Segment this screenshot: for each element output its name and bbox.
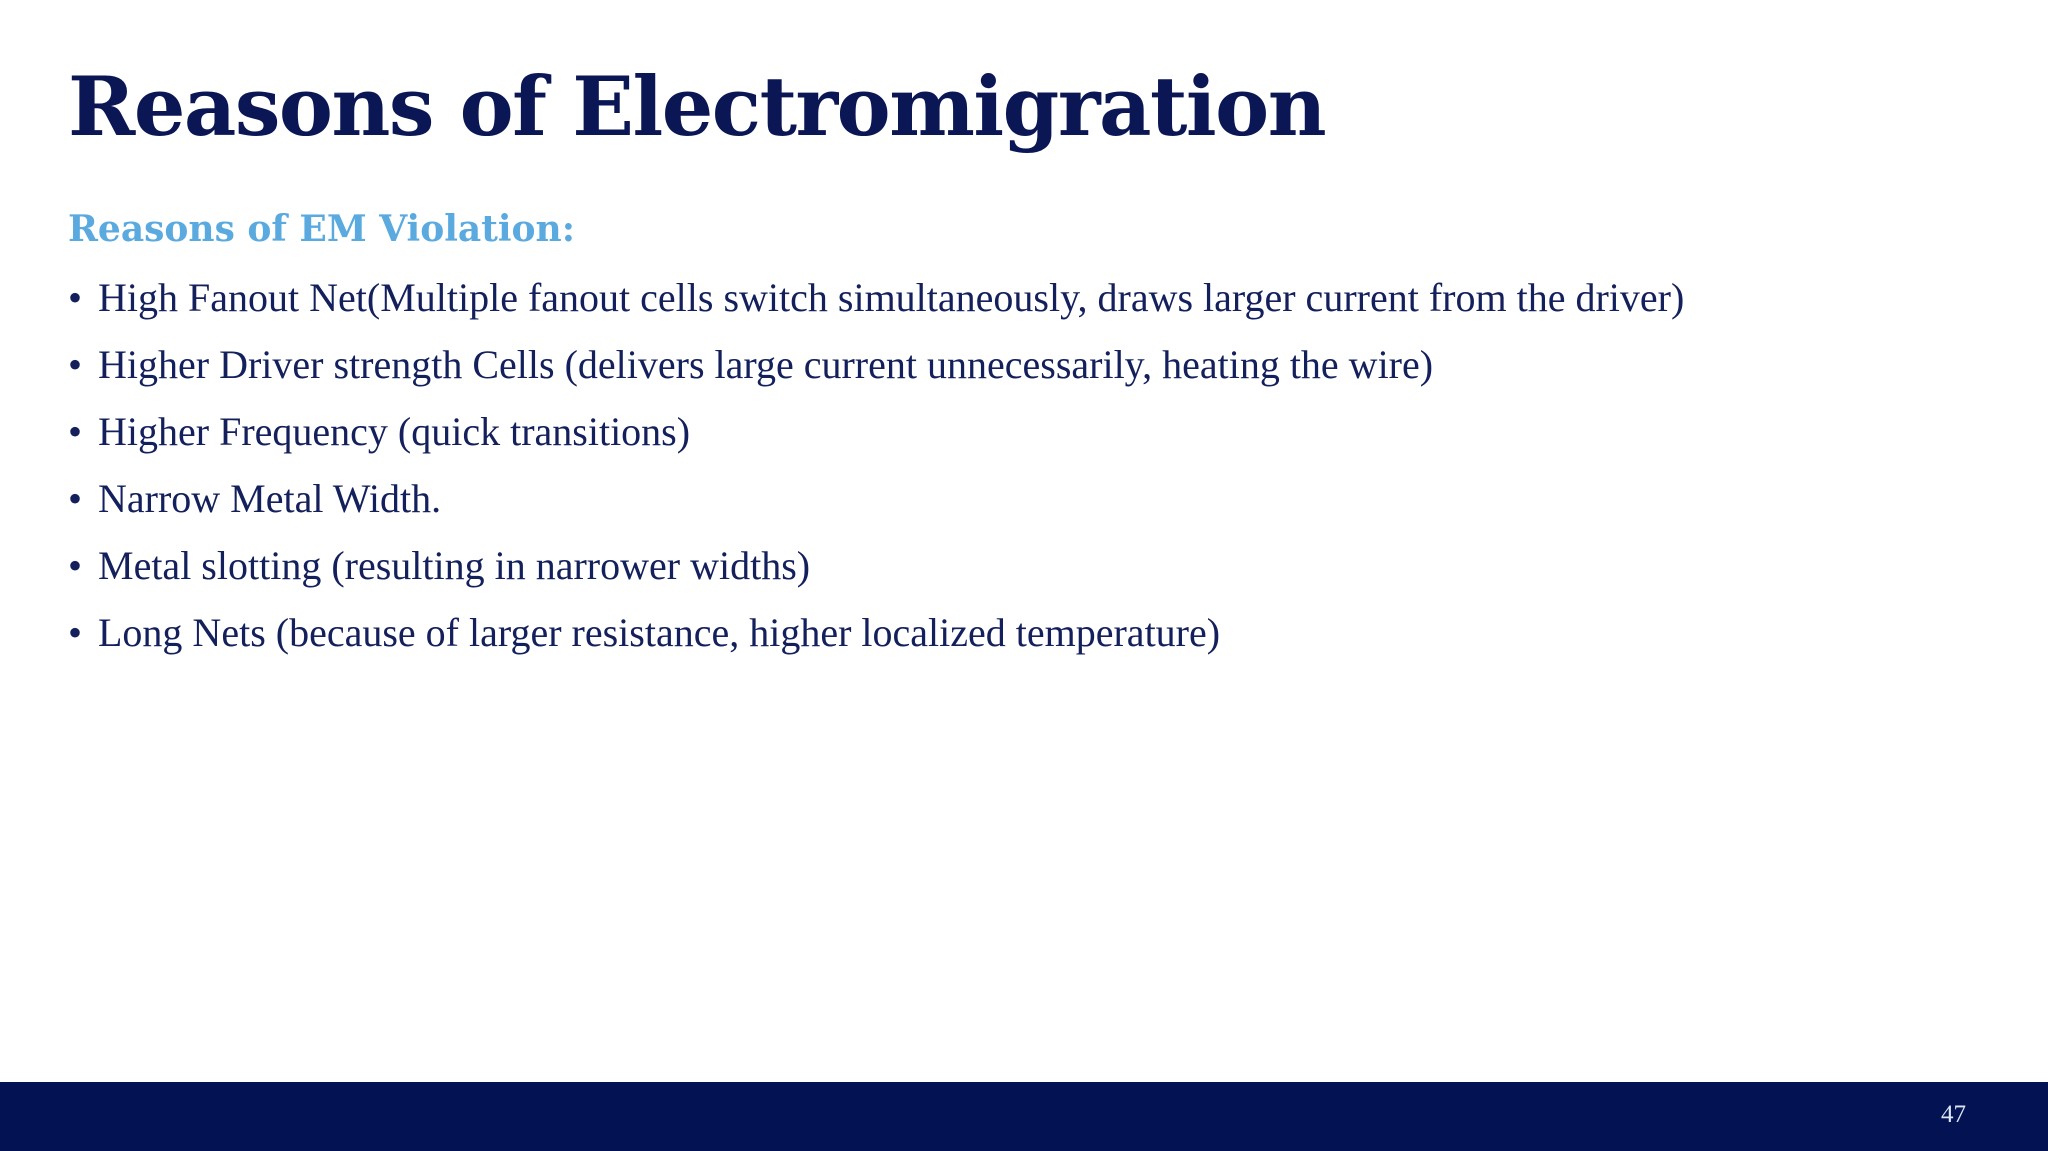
bullet-text: High Fanout Net(Multiple fanout cells switch simultaneously, draws larger current from the driver) [98, 275, 1685, 320]
bullet-item [68, 337, 1684, 404]
bullet-item [68, 270, 1684, 337]
bullet-item [68, 605, 1684, 672]
bullet-item [68, 471, 1684, 538]
footer-bar [0, 1082, 2048, 1151]
page-number: 47 [1941, 1101, 1966, 1128]
bullet-dot-icon: • [68, 342, 83, 387]
bullet-text: Narrow Metal Width. [98, 476, 442, 521]
bullet-text: Higher Frequency (quick transitions) [98, 409, 691, 454]
slide-title: Reasons of Electromigration [68, 60, 1326, 155]
bullet-dot-icon: • [68, 275, 83, 320]
bullet-dot-icon: • [68, 543, 83, 588]
bullet-list [68, 270, 1684, 672]
bullet-dot-icon: • [68, 476, 83, 521]
bullet-text: Long Nets (because of larger resistance, higher localized temperature) [98, 610, 1221, 655]
bullet-dot-icon: • [68, 610, 83, 655]
section-heading: Reasons of EM Violation: [68, 208, 576, 250]
bullet-item [68, 538, 1684, 605]
bullet-text: Metal slotting (resulting in narrower widths) [98, 543, 811, 588]
bullet-text: Higher Driver strength Cells (delivers large current unnecessarily, heating the wire) [98, 342, 1434, 387]
bullet-item [68, 404, 1684, 471]
bullet-dot-icon: • [68, 409, 83, 454]
